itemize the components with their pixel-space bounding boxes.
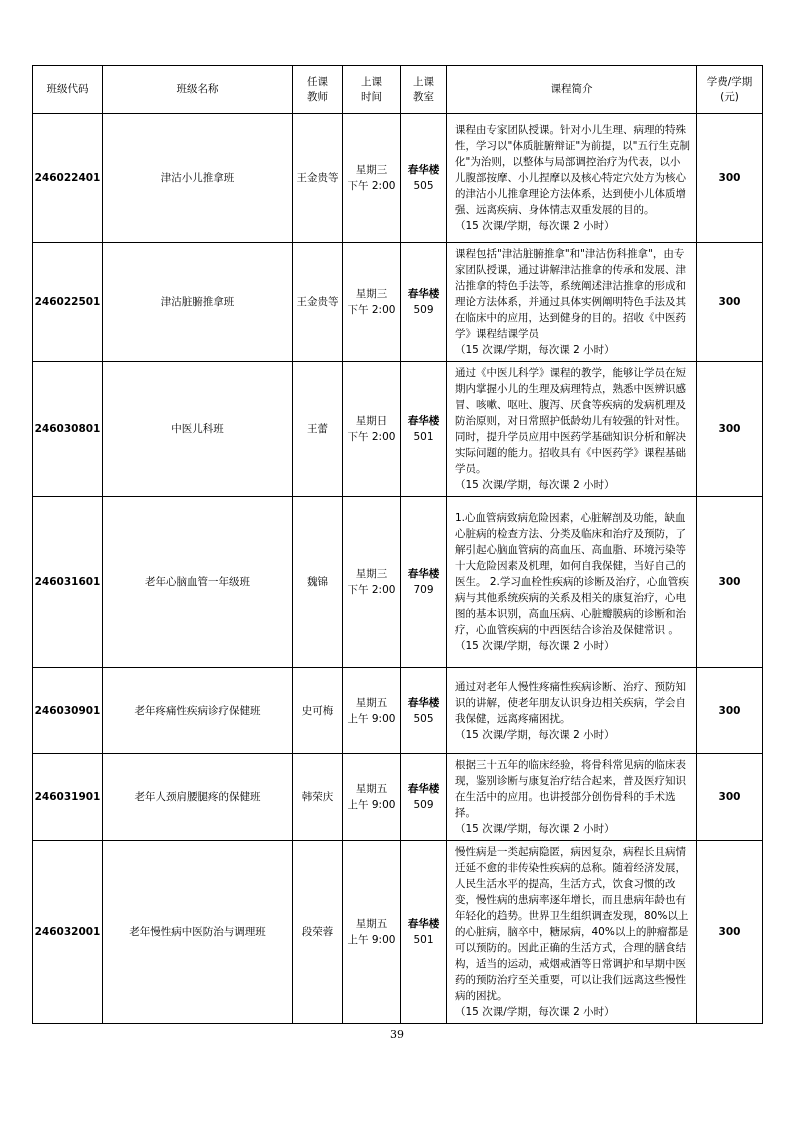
table-row [33,243,763,362]
header-time-line2: 时间 [361,90,382,103]
row-time [343,841,401,1024]
row-fee: 300 [697,668,763,754]
row-room-number: 509 [413,304,434,316]
row-fee: 300 [697,114,763,243]
row-room [401,114,447,243]
row-name: 老年人颈肩腰腿疼的保健班 [103,754,293,841]
row-room [401,497,447,668]
row-teacher: 段荣蓉 [293,841,343,1024]
row-desc-schedule: （15 次课/学期，每次课 2 小时） [455,823,615,835]
row-room-number: 501 [413,431,434,443]
row-time [343,497,401,668]
row-fee: 300 [697,362,763,497]
header-time-line1: 上课 [361,75,382,88]
table-row [33,668,763,754]
row-code: 246032001 [33,841,103,1024]
row-time-hour: 上午 9:00 [347,799,396,811]
row-room-number: 709 [413,584,434,596]
row-name: 老年心脑血管一年级班 [103,497,293,668]
row-desc-text: 课程包括"津沽脏腑推拿"和"津沽伤科推拿"，由专家团队授课，通过讲解津沽推拿的传承和发展、津沽推拿的特色手法等，系统阐述津沽推拿的形成和理论方法体系，并通过具体实例阐明特色手法及其在临床中的应用，达到健身的目的。招收《中医药学》课程结课学员 [455,248,686,340]
row-desc [447,362,697,497]
header-teacher-line2: 教师 [307,90,328,103]
row-time-hour: 上午 9:00 [347,712,396,725]
course-table [32,65,763,1024]
row-name: 中医儿科班 [103,362,293,497]
row-room-number: 505 [413,180,434,192]
row-room-building: 春华楼 [407,696,440,709]
page-number: 39 [390,1028,404,1041]
row-time-hour: 下午 2:00 [347,180,396,192]
row-time-hour: 下午 2:00 [347,584,396,596]
row-time [343,668,401,754]
row-time-hour: 下午 2:00 [347,304,396,316]
row-name: 津沽脏腑推拿班 [103,243,293,362]
row-time-hour: 上午 9:00 [347,934,396,946]
row-desc-text: 1.心血管病致病危险因素，心脏解剖及功能，缺血心脏病的检查方法、分类及临床和治疗及预防，了解引起心脑血管病的高血压、高血脂、环境污染等十大危险因素及机理，如何自我保健，当好自己的医生。 2.学习血栓性疾病的诊断及治疗，心血管疾病与其他系统疾病的关系及相关的康复治疗，心电图的基本识别，高血压病、心脏瓣膜病的诊断和治疗，心血管疾病的中西医结合诊治及保健常识 。 [455,512,689,636]
table-row [33,497,763,668]
row-fee: 300 [697,243,763,362]
row-code: 246031601 [33,497,103,668]
row-time [343,362,401,497]
header-row [33,66,763,114]
row-fee: 300 [697,497,763,668]
row-room-number: 509 [413,799,434,811]
row-desc [447,243,697,362]
header-room-line2: 教室 [413,90,434,103]
table-row [33,362,763,497]
row-fee: 300 [697,841,763,1024]
header-fee-line2: (元) [720,90,739,103]
header-desc: 课程简介 [447,66,697,114]
row-teacher: 史可梅 [293,668,343,754]
row-time-day: 星期五 [355,696,388,709]
row-desc-schedule: （15 次课/学期，每次课 2 小时） [455,479,615,491]
row-room [401,243,447,362]
row-teacher: 王金贵等 [293,243,343,362]
header-fee-line1: 学费/学期 [706,75,753,88]
row-room-building: 春华楼 [407,568,440,580]
row-time [343,114,401,243]
row-teacher: 韩荣庆 [293,754,343,841]
row-room-building: 春华楼 [407,415,440,427]
row-code: 246022401 [33,114,103,243]
row-time-day: 星期三 [355,164,388,176]
row-room-building: 春华楼 [407,918,440,930]
row-name: 老年疼痛性疾病诊疗保健班 [103,668,293,754]
row-time-day: 星期日 [355,415,388,427]
row-name: 老年慢性病中医防治与调理班 [103,841,293,1024]
row-desc [447,114,697,243]
header-teacher-line1: 任课 [307,75,328,88]
row-desc-schedule: （15 次课/学期，每次课 2 小时） [455,1006,615,1018]
row-room [401,668,447,754]
row-room-number: 501 [413,934,434,946]
row-code: 246031901 [33,754,103,841]
row-room-building: 春华楼 [407,783,440,795]
row-desc-text: 慢性病是一类起病隐匿，病因复杂，病程长且病情迁延不愈的非传染性疾病的总称。随着经济发展，人民生活水平的提高，生活方式，饮食习惯的改变，慢性病的患病率逐年增长，而且患病年龄也有年轻化的趋势。世界卫生组织调查发现，80%以上的心脏病，脑卒中，糖尿病，40%以上的肿瘤都是可以预防的。因此正确的生活方式，合理的膳食结构，适当的运动，戒烟戒酒等日常调护和早期中医药的预防治疗至关重要，可以让我们远离这些慢性病的困扰。 [455,846,689,1002]
row-desc-text: 课程由专家团队授课。针对小儿生理、病理的特殊性，学习以"体质脏腑辩证"为前提，以"五行生克制化"为治则，以整体与局部调控治疗为代表，以小儿腹部按摩、小儿捏摩以及核心特定穴处方为核心的津沽小儿推拿理论方法体系，达到使小儿体质增强、远离疾病、身体情志双重发展的目的。 [455,124,690,216]
row-time-day: 星期三 [355,288,388,300]
row-desc [447,841,697,1024]
row-room [401,841,447,1024]
row-desc-schedule: （15 次课/学期，每次课 2 小时） [455,728,615,741]
header-fee [697,66,763,114]
row-room-number: 505 [413,712,434,725]
row-teacher: 魏锦 [293,497,343,668]
row-time-day: 星期五 [355,783,388,795]
row-time [343,243,401,362]
row-desc-text: 通过对老年人慢性疼痛性疾病诊断、治疗、预防知识的讲解，使老年朋友认识身边相关疾病，学会自我保健，远离疼痛困扰。 [455,680,686,725]
row-room-building: 春华楼 [407,288,440,300]
row-desc [447,497,697,668]
row-time-hour: 下午 2:00 [347,431,396,443]
row-name: 津沽小儿推拿班 [103,114,293,243]
table-row [33,841,763,1024]
row-time-day: 星期三 [355,568,388,580]
row-room [401,754,447,841]
row-desc-schedule: （15 次课/学期，每次课 2 小时） [455,344,615,356]
header-room [401,66,447,114]
row-time [343,754,401,841]
row-fee: 300 [697,754,763,841]
row-desc-schedule: （15 次课/学期，每次课 2 小时） [455,640,615,652]
row-desc-text: 根据三十五年的临床经验，将骨科常见病的临床表现，鉴别诊断与康复治疗结合起来，普及医疗知识在生活中的应用。也讲授部分创伤骨科的手术选择。 [455,759,686,819]
row-code: 246022501 [33,243,103,362]
row-teacher: 王金贵等 [293,114,343,243]
row-room [401,362,447,497]
row-desc-schedule: （15 次课/学期，每次课 2 小时） [455,220,615,232]
row-time-day: 星期五 [355,918,388,930]
header-name: 班级名称 [103,66,293,114]
table-row [33,754,763,841]
row-desc-text: 通过《中医儿科学》课程的教学，能够让学员在短期内掌握小儿的生理及病理特点，熟悉中医辨识感冒、咳嗽、呕吐、腹泻、厌食等疾病的发病机理及防治原则，对日常照护低龄幼儿有较强的针对性。同时，提升学员应用中医药学基础知识分析和解决实际问题的能力。招收具有《中医药学》课程基础学员。 [455,367,686,475]
row-desc [447,668,697,754]
row-room-building: 春华楼 [407,164,440,176]
row-teacher: 王蕾 [293,362,343,497]
table-row [33,114,763,243]
row-code: 246030901 [33,668,103,754]
header-code: 班级代码 [33,66,103,114]
row-desc [447,754,697,841]
row-code: 246030801 [33,362,103,497]
header-room-line1: 上课 [413,75,434,88]
header-teacher [293,66,343,114]
header-time [343,66,401,114]
